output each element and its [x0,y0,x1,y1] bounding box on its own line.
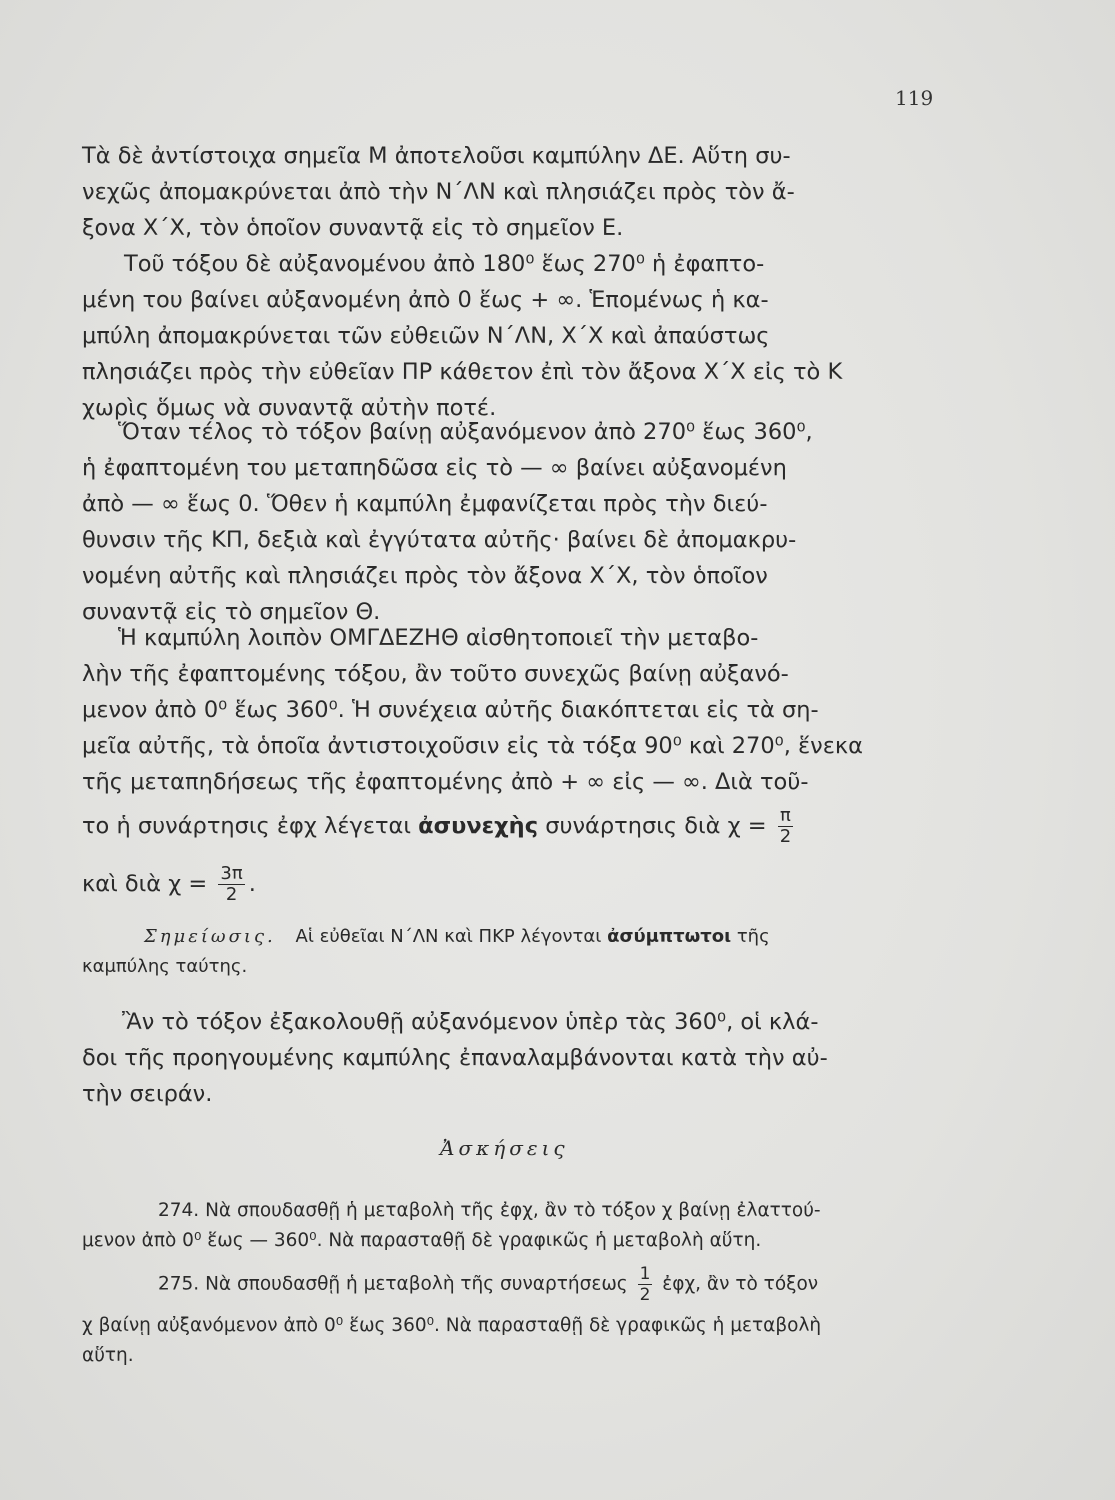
bold-term-asynechis: ἀσυνεχὴς [418,813,539,839]
text-line: συναντᾷ εἰς τὸ σημεῖον Θ. [82,599,381,625]
text-line: Ὅταν τέλος τὸ τόξον βαίνῃ αὐξανόμενον ἀπὸ 270⁰ ἕως 360⁰, [118,419,813,445]
text-line: λὴν τῆς ἐφαπτομένης τόξου, ἂν τοῦτο συνεχῶς βαίνῃ αὐξανό- [82,661,789,687]
text-line: τὴν σειράν. [82,1081,213,1107]
text-line: νεχῶς ἀπομακρύνεται ἀπὸ τὴν Ν΄ΛΝ καὶ πλησιάζει πρὸς τὸν ἄ- [82,179,795,205]
text-line: Τὰ δὲ ἀντίστοιχα σημεῖα Μ ἀποτελοῦσι καμπύλην ΔΕ. Αὕτη συ- [82,143,791,169]
text-line: χ βαίνῃ αὐξανόμενον ἀπὸ 0⁰ ἕως 360⁰. Νὰ παρασταθῇ δὲ γραφικῶς ἡ μεταβολὴ [82,1315,822,1336]
text-line: 274. Νὰ σπουδασθῇ ἡ μεταβολὴ τῆς ἐφχ, ἂν τὸ τόξον χ βαίνῃ ἐλαττού- [158,1200,821,1221]
fraction-denominator: 2 [225,884,238,905]
text-line: θυνσιν τῆς ΚΠ, δεξιὰ καὶ ἐγγύτατα αὐτῆς· βαίνει δὲ ἀπομακρυ- [82,527,797,553]
text-line: τῆς μεταπηδήσεως τῆς ἐφαπτομένης ἀπὸ + ∞ εἰς — ∞. Διὰ τοῦ- [82,769,809,795]
text-line: ἡ ἐφαπτομένη του μεταπηδῶσα εἰς τὸ — ∞ βαίνει αὐξανομένη [82,455,787,481]
text-fragment: καὶ διὰ χ = [82,871,208,897]
fraction-3pi-over-2 [218,864,244,905]
text-line: χωρὶς ὅμως νὰ συναντᾷ αὐτὴν ποτέ. [82,395,497,421]
exercise-275 [82,1264,944,1371]
text-line: Ἂν τὸ τόξον ἐξακολουθῇ αὐξανόμενον ὑπὲρ τὰς 360⁰, οἱ κλά- [122,1009,819,1035]
bold-term-asymptotoi: ἀσύμπτωτοι [607,926,732,947]
fraction-pi-over-2 [778,806,793,847]
note-line-2: καμπύλης ταύτης. [82,956,248,977]
text-fragment: τῆς [736,926,770,947]
text-fragment: Αἱ εὐθεῖαι Ν΄ΛΝ καὶ ΠΚΡ λέγονται [295,926,602,947]
fraction-denominator: 2 [639,1285,651,1305]
fraction-numerator: 1 [639,1264,651,1284]
text-line: πλησιάζει πρὸς τὴν εὐθεῖαν ΠΡ κάθετον ἐπὶ τὸν ἄξονα Χ΄Χ εἰς τὸ Κ [82,359,843,385]
paragraph-4-line-6 [82,806,944,847]
paragraph-4-line-7 [82,864,944,905]
text-fragment: ἐφχ, ἂν τὸ τόξον [662,1273,819,1295]
paragraph-2 [82,246,944,426]
text-line: μενον ἀπὸ 0⁰ ἕως 360⁰. Ἡ συνέχεια αὐτῆς διακόπτεται εἰς τὰ ση- [82,697,819,723]
fraction-numerator: 3π [220,863,243,884]
text-line: δοι τῆς προηγουμένης καμπύλης ἐπαναλαμβάνονται κατὰ τὴν αὐ- [82,1045,828,1071]
text-line: μένη του βαίνει αὐξανομένη ἀπὸ 0 ἕως + ∞. Ἑπομένως ἡ κα- [82,287,769,313]
paragraph-3 [82,414,944,630]
text-fragment: . [248,871,256,897]
text-line: ξονα Χ΄Χ, τὸν ὁποῖον συναντᾷ εἰς τὸ σημεῖον Ε. [82,215,624,241]
paragraph-4 [82,620,944,800]
text-line: Τοῦ τόξου δὲ αὐξανομένου ἀπὸ 180⁰ ἕως 270⁰ ἡ ἐφαπτο- [124,251,765,277]
page-number: 119 [895,86,934,110]
text-line: νομένη αὐτῆς καὶ πλησιάζει πρὸς τὸν ἄξονα Χ΄Χ, τὸν ὁποῖον [82,563,768,589]
text-line: μεῖα αὐτῆς, τὰ ὁποῖα ἀντιστοιχοῦσιν εἰς τὰ τόξα 90⁰ καὶ 270⁰, ἕνεκα [82,733,863,759]
exercise-274 [82,1196,944,1256]
text-line: αὕτη. [82,1345,134,1366]
fraction-numerator: π [778,806,793,827]
fraction-denominator: 2 [779,826,792,847]
text-fragment: συνάρτησις διὰ χ = [545,813,767,839]
text-line: ἀπὸ — ∞ ἕως 0. Ὅθεν ἡ καμπύλη ἐμφανίζεται πρὸς τὴν διεύ- [82,491,768,517]
text-fragment: 275. Νὰ σπουδασθῇ ἡ μεταβολὴ τῆς συναρτήσεως [158,1273,628,1295]
note-label: Σημείωσις. [144,926,276,947]
text-fragment: το ἡ συνάρτησις ἐφχ λέγεται [82,813,411,839]
paragraph-5 [82,1004,944,1112]
text-line: μπύλη ἀπομακρύνεται τῶν εὐθειῶν Ν΄ΛΝ, Χ΄Χ καὶ ἀπαύστως [82,323,770,349]
fraction-1-over-2 [638,1264,653,1305]
paragraph-1 [82,138,944,246]
text-line: μενον ἀπὸ 0⁰ ἕως — 360⁰. Νὰ παρασταθῇ δὲ γραφικῶς ἡ μεταβολὴ αὕτη. [82,1230,762,1251]
text-line: Ἡ καμπύλη λοιπὸν ΟΜΓΔΕΖΗΘ αἰσθητοποιεῖ τὴν μεταβο- [118,625,759,651]
section-heading-exercises: Ἀσκήσεις [440,1136,569,1160]
note-block [82,922,944,982]
